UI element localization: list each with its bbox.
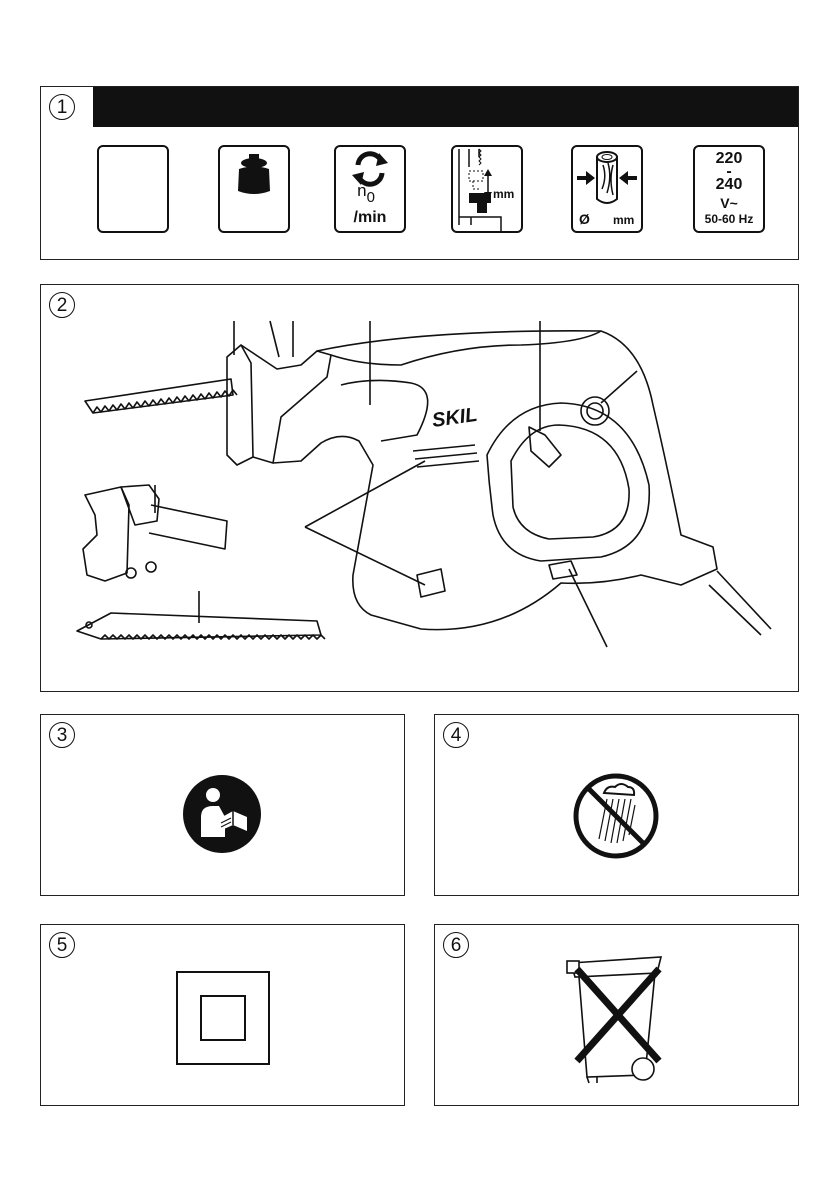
- max-cutting-diameter-icon: [571, 145, 643, 233]
- blank-label-icon: [97, 145, 169, 233]
- voltage-dash: -: [726, 163, 732, 180]
- read-manual-icon: [181, 773, 263, 855]
- voltage-icon: [693, 145, 765, 233]
- double-insulation-icon: [176, 971, 270, 1065]
- no-rain-icon: [571, 771, 661, 861]
- speed-unit: /min: [353, 209, 387, 226]
- speed-subscript: 0: [366, 189, 375, 206]
- panel-number: 1: [49, 94, 75, 120]
- weight-icon: [218, 145, 290, 233]
- brand-logo: SKIL: [430, 403, 479, 432]
- title-bar: [93, 87, 798, 127]
- speed-symbol: n: [357, 181, 367, 200]
- panel-number: 2: [49, 292, 75, 318]
- frequency-label: 50-60 Hz: [704, 212, 754, 226]
- panel-double-insulation: [40, 924, 405, 1106]
- diameter-unit: mm: [613, 213, 635, 227]
- stroke-length-icon: [451, 145, 523, 233]
- panel-waste-disposal: [434, 924, 799, 1106]
- panel-no-rain: [434, 714, 799, 896]
- panel-read-manual: [40, 714, 405, 896]
- panel-number: 3: [49, 722, 75, 748]
- voltage-bottom: 240: [715, 176, 743, 193]
- panel-number: 4: [443, 722, 469, 748]
- stroke-unit: mm: [493, 187, 515, 201]
- reciprocating-saw-drawing: [41, 285, 798, 691]
- no-load-speed-icon: [334, 145, 406, 233]
- voltage-top: 220: [715, 150, 743, 167]
- panel-specs: [40, 86, 799, 260]
- panel-number: 5: [49, 932, 75, 958]
- panel-tool-parts: [40, 284, 799, 692]
- diameter-symbol: Ø: [579, 211, 590, 227]
- voltage-unit: V~: [720, 195, 738, 211]
- panel-number: 6: [443, 932, 469, 958]
- crossed-out-bin-icon: [563, 949, 669, 1089]
